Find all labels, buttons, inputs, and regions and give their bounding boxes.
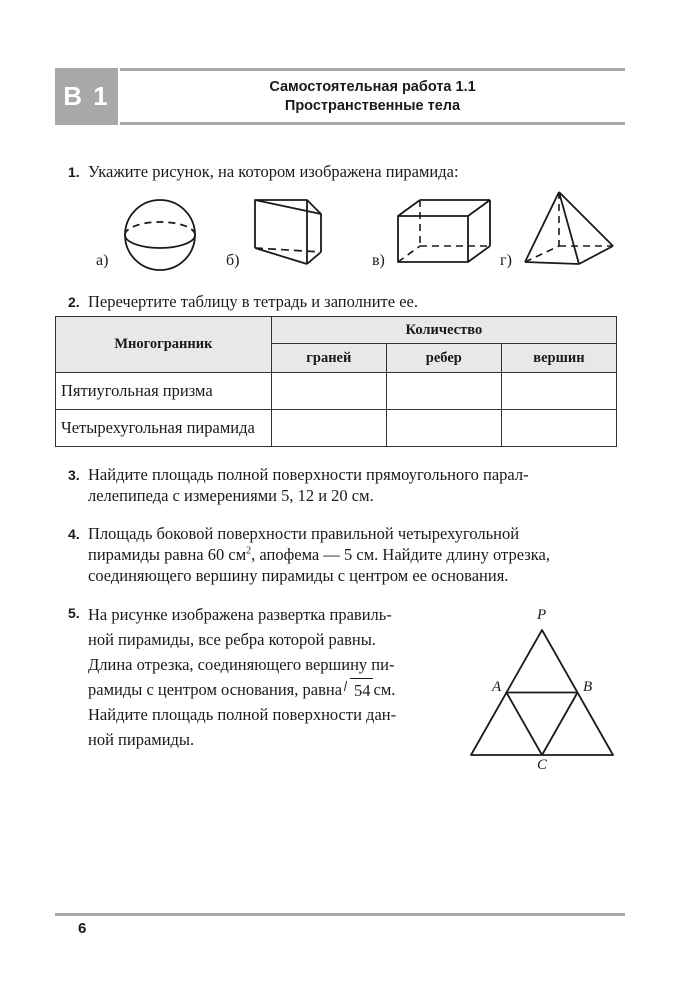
question-1-figures xyxy=(55,180,625,275)
question-5-line-2: ной пирамиды, все ребра которой равны. xyxy=(88,630,376,649)
triangular-prism-icon xyxy=(245,192,345,274)
header-faces: граней xyxy=(271,344,386,373)
question-4-line-3: соединяющего вершину пирамиды с центром ее основания. xyxy=(88,566,509,585)
header-edges: ребер xyxy=(386,344,501,373)
row-1-vertices[interactable] xyxy=(501,373,616,410)
question-4-number: 4. xyxy=(68,526,80,542)
question-2-text: Перечертите таблицу в тетрадь и заполните ее. xyxy=(88,292,418,311)
page-number: 6 xyxy=(78,920,87,937)
question-5-line-5: Найдите площадь полной поверхности дан- xyxy=(88,705,397,724)
question-5-line-3: Длина отрезка, соединяющего вершину пи- xyxy=(88,655,395,674)
question-5-line-6: ной пирамиды. xyxy=(88,730,195,749)
question-4 xyxy=(68,523,608,586)
header-polyhedron: Многогранник xyxy=(56,317,272,373)
question-5-text xyxy=(88,602,450,752)
question-1-number: 1. xyxy=(68,164,80,180)
net-label-b: B xyxy=(583,679,593,695)
header-quantity: Количество xyxy=(271,317,616,344)
row-1-name: Пятиугольная призма xyxy=(56,373,272,410)
header-rule-bottom xyxy=(120,122,625,125)
question-3-line-2: лелепипеда с измерениями 5, 12 и 20 см. xyxy=(88,486,374,505)
row-1-edges[interactable] xyxy=(386,373,501,410)
net-label-apex: P xyxy=(537,607,547,623)
question-2 xyxy=(68,291,608,313)
row-2-vertices[interactable] xyxy=(501,410,616,447)
square-exponent: 2 xyxy=(246,545,252,557)
net-label-c: C xyxy=(537,757,548,773)
figure-label-c: в) xyxy=(372,252,385,269)
row-2-name: Четырехугольная пирамида xyxy=(56,410,272,447)
page-header xyxy=(55,68,625,125)
figure-label-a: а) xyxy=(96,252,109,269)
polyhedra-table xyxy=(55,316,617,447)
question-4-line-2-b: , апофема — 5 см. Найдите длину отрезка, xyxy=(251,545,550,564)
row-2-faces[interactable] xyxy=(271,410,386,447)
question-5-line-1: На рисунке изображена развертка правиль- xyxy=(88,605,392,624)
header-title-block xyxy=(120,71,625,122)
question-2-number: 2. xyxy=(68,294,80,310)
question-3 xyxy=(68,464,598,506)
worksheet-subtitle: Пространственные тела xyxy=(284,97,461,114)
row-1-faces[interactable] xyxy=(271,373,386,410)
question-5-number: 5. xyxy=(68,605,80,621)
pyramid-net-diagram xyxy=(455,605,630,780)
question-4-line-1: Площадь боковой поверхности правильной четырехугольной xyxy=(88,524,520,543)
variant-badge: B 1 xyxy=(55,68,118,125)
table-row xyxy=(56,410,617,447)
table-header-row-1 xyxy=(56,317,617,344)
question-4-line-2-a: пирамиды равна 60 см xyxy=(88,545,247,564)
figure-label-d: г) xyxy=(500,252,512,269)
question-3-line-1: Найдите площадь полной поверхности прямоугольного парал- xyxy=(88,465,529,484)
question-4-text xyxy=(88,523,606,586)
radicand: 54 xyxy=(354,681,371,700)
question-4-line-2 xyxy=(88,544,606,565)
figure-label-b: б) xyxy=(226,252,240,269)
question-1-text: Укажите рисунок, на котором изображена пирамида: xyxy=(88,162,459,181)
cuboid-icon xyxy=(390,192,500,274)
quadrilateral-pyramid-icon xyxy=(517,184,627,274)
row-2-edges[interactable] xyxy=(386,410,501,447)
question-5-line-4-a: рамиды с центром основания, равна xyxy=(88,680,343,699)
question-3-number: 3. xyxy=(68,467,80,483)
question-5-line-4-b: см. xyxy=(373,680,396,699)
question-5 xyxy=(68,602,468,752)
worksheet-title: Самостоятельная работа 1.1 xyxy=(269,78,476,95)
question-3-text xyxy=(88,464,598,506)
header-vertices: вершин xyxy=(501,344,616,373)
pyramid-net-svg xyxy=(455,605,630,780)
square-root-expression xyxy=(343,677,373,702)
footer-rule xyxy=(55,913,625,916)
table-row xyxy=(56,373,617,410)
sphere-icon xyxy=(113,192,208,272)
net-label-a: A xyxy=(492,679,502,695)
question-5-line-4 xyxy=(88,677,450,702)
